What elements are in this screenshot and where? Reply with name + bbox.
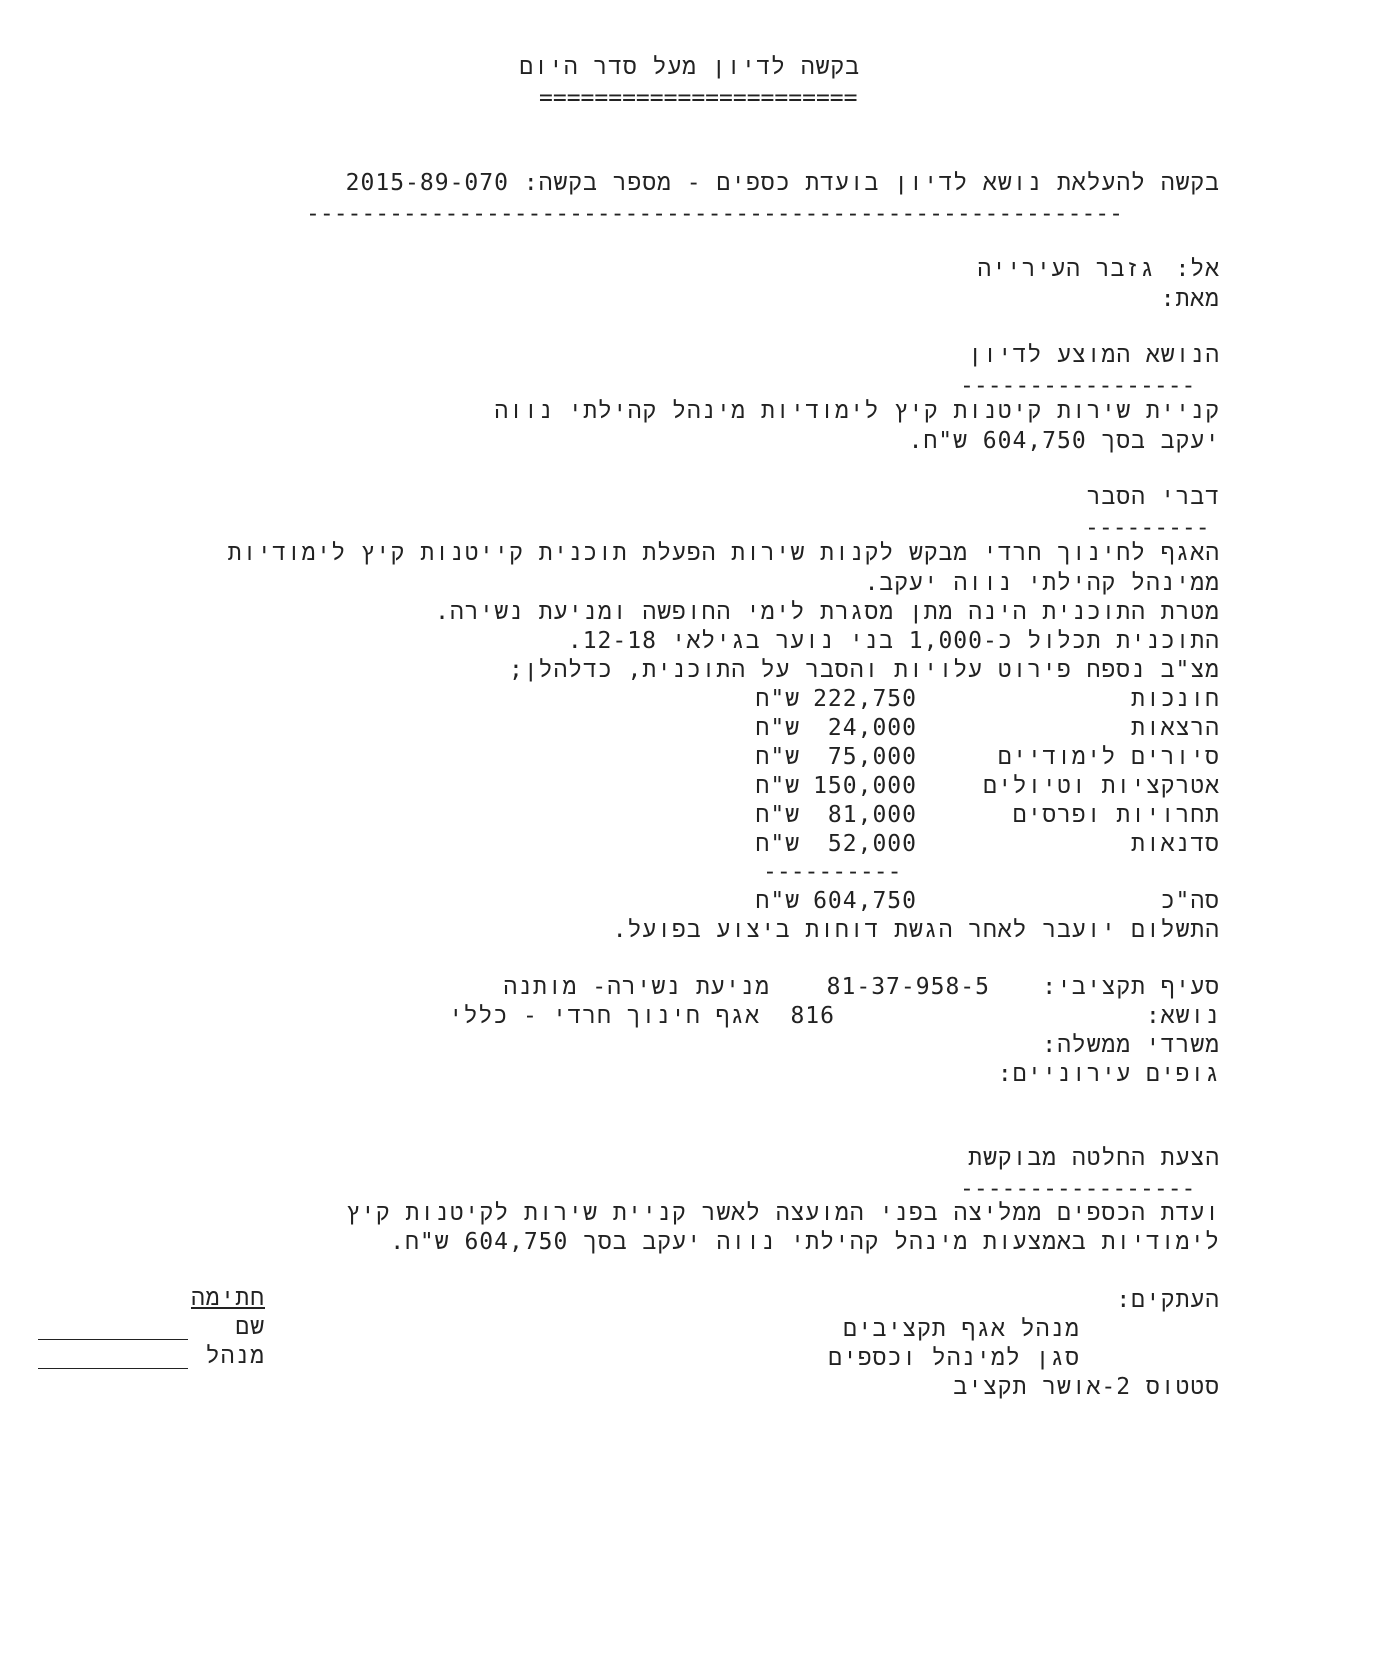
page-title: בקשה לדיון מעל סדר היום: [519, 54, 860, 80]
cost-item-amount: 222,750: [813, 686, 917, 712]
municipal-bodies-label: גופים עירוניים:: [997, 1061, 1220, 1087]
copies-label: העתקים:: [1116, 1287, 1220, 1313]
signature-title: חתימה: [190, 1285, 265, 1311]
resolution-line-2: לימודיות באמצעות מינהל קהילתי נווה יעקב בסך 604,750 ש"ח.: [390, 1229, 1220, 1255]
total-currency: ש"ח: [755, 888, 800, 914]
budget-section-desc: מניעת נשירה- מותנה: [503, 974, 770, 1000]
signature-name-label: שם: [235, 1314, 265, 1340]
total-label: סה"כ: [1160, 888, 1220, 914]
explanation-underline: ---------: [1085, 518, 1210, 538]
resolution-heading: הצעת החלטה מבוקשת: [968, 1145, 1220, 1171]
resolution-line-1: ועדת הכספים ממליצה בפני המועצה לאשר קניית שירות לקיטנות קיץ: [346, 1200, 1220, 1226]
cost-item-label: תחרויות ופרסים: [1012, 802, 1220, 828]
total-amount: 604,750: [813, 888, 917, 914]
cost-item-currency: ש"ח: [755, 802, 800, 828]
explanation-heading: דברי הסבר: [1086, 484, 1220, 510]
proposed-topic-underline: -----------------: [960, 376, 1196, 396]
cost-item-label: חונכות: [1131, 686, 1220, 712]
budget-section-label: סעיף תקציבי:: [1042, 974, 1220, 1000]
cost-item-currency: ש"ח: [755, 744, 800, 770]
proposed-topic-line-1: קניית שירות קיטנות קיץ לימודיות מינהל קהילתי נווה: [494, 398, 1220, 424]
cost-item-currency: ש"ח: [755, 831, 800, 857]
cost-item-amount: 81,000: [827, 802, 917, 828]
explanation-line-4: התוכנית תכלול כ-1,000 בני נוער בגילאי 12-18.: [567, 628, 1220, 654]
explanation-line-5: מצ"ב נספח פירוט עלויות והסבר על התוכנית, כדלהלן;: [509, 657, 1220, 683]
explanation-line-3: מטרת התוכנית הינה מתן מסגרת לימי החופשה ומניעת נשירה.: [435, 599, 1220, 625]
title-underline: =======================: [539, 88, 858, 108]
to-label: אל:: [1175, 256, 1220, 282]
copies-status: סטטוס 2-אושר תקציב: [953, 1374, 1220, 1400]
signature-manager-line[interactable]: [38, 1368, 188, 1369]
cost-item-currency: ש"ח: [755, 715, 800, 741]
cost-item-amount: 52,000: [827, 831, 917, 857]
budget-section-code: 81-37-958-5: [826, 974, 990, 1000]
cost-item-label: סדנאות: [1131, 831, 1220, 857]
cost-item-currency: ש"ח: [755, 773, 800, 799]
copies-item: סגן למינהל וכספים: [828, 1345, 1080, 1371]
explanation-line-2: ממינהל קהילתי נווה יעקב.: [864, 570, 1220, 596]
cost-item-currency: ש"ח: [755, 686, 800, 712]
cost-item-amount: 24,000: [827, 715, 917, 741]
payment-note: התשלום יועבר לאחר הגשת דוחות ביצוע בפועל.: [612, 917, 1220, 943]
topic-code: 816: [790, 1003, 835, 1029]
to-value: גזבר העירייה: [977, 256, 1155, 282]
resolution-underline: -----------------: [960, 1179, 1196, 1199]
signature-name-line[interactable]: [38, 1339, 188, 1340]
copies-item: מנהל אגף תקציבים: [843, 1316, 1080, 1342]
explanation-line-1: האגף לחינוך חרדי מבקש לקנות שירות הפעלת תוכנית קייטנות קיץ לימודיות: [227, 540, 1220, 566]
cost-item-amount: 75,000: [827, 744, 917, 770]
topic-desc: אגף חינוך חרדי - כללי: [448, 1003, 760, 1029]
signature-manager-label: מנהל: [205, 1343, 265, 1369]
request-line: בקשה להעלאת נושא לדיון בועדת כספים - מספר בקשה: 2015-89-070: [345, 170, 1220, 196]
government-offices-label: משרדי ממשלה:: [1042, 1032, 1220, 1058]
sum-rule: ----------: [763, 862, 902, 882]
cost-item-label: סיורים לימודיים: [997, 744, 1220, 770]
request-underline: -----------------------------------------------------------: [306, 204, 1123, 224]
proposed-topic-line-2: יעקב בסך 604,750 ש"ח.: [908, 428, 1220, 454]
cost-item-amount: 150,000: [813, 773, 917, 799]
proposed-topic-heading: הנושא המוצע לדיון: [968, 342, 1220, 368]
cost-item-label: הרצאות: [1131, 715, 1220, 741]
cost-item-label: אטרקציות וטיולים: [983, 773, 1220, 799]
topic-label: נושא:: [1145, 1003, 1220, 1029]
from-label: מאת:: [1160, 286, 1220, 312]
